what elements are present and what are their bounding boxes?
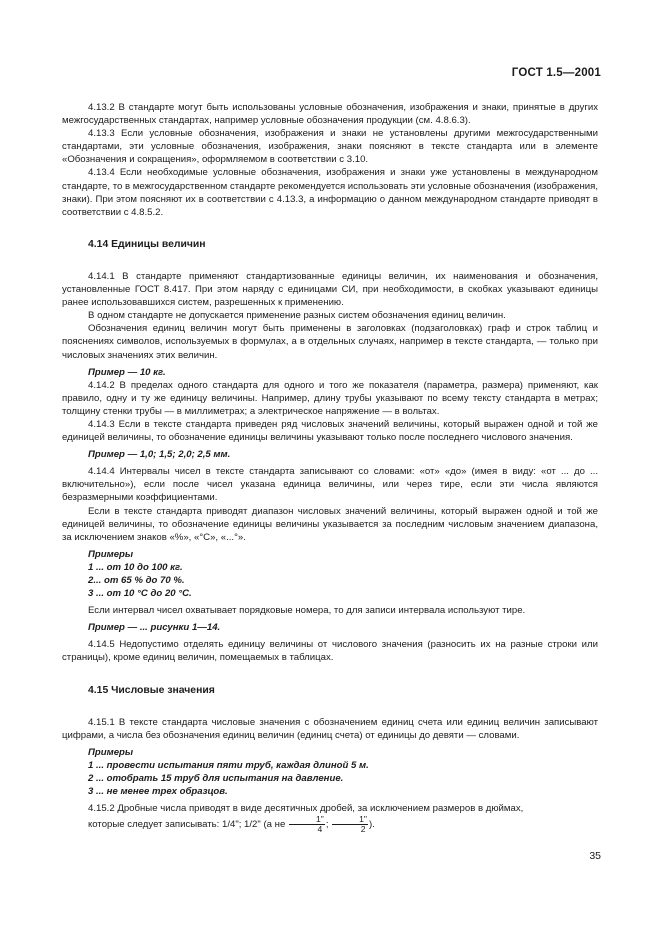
example-4-14-1: Пример — 10 кг. (88, 366, 166, 378)
paragraph-4-13-3: 4.13.3 Если условные обозначения, изображения и знаки не установлены другими межгосударственными стандартами, эти условные обозначения, изображения, знаки поясняют в тексте стандарта или в элементе «Обозначения и сокращения», оформляемом в соответствии с 3.10. (62, 128, 598, 166)
paragraph-4-14-2: 4.14.2 В пределах одного стандарта для одного и того же показателя (параметра, размера) применяют, как правило, одну и ту же единицу величины. Например, длину трубы указывают по всему тексту стандарта в метрах; толщину стенки трубы — в миллиметрах; а электрическое напряжение — в вольтах. (62, 379, 598, 417)
paragraph-4-13-4: 4.13.4 Если необходимые условные обозначения, изображения и знаки уже установлены в международном стандарте, то в межгосударственном стандарте рекомендуется использовать эти условные обозначения (изображения, знаки). При этом поясняют их в соответствии с 4.13.3, а информацию о данном международном стандарте приводят в соответствии с 4.8.5.2. (62, 167, 598, 218)
paragraph-4-14-4: 4.14.4 Интервалы чисел в тексте стандарта записывают со словами: «от» «до» (имея в виду: «от ... до ... включительно»), если после чисел указана единица величины, или через тире, если эти числа являются безразмерными коэффициентами. (62, 466, 598, 504)
example-item: 1 ... от 10 до 100 кг. (88, 561, 183, 573)
fraction-separator: ; (325, 819, 329, 831)
section-heading-4-15: 4.15 Числовые значения (88, 684, 215, 696)
example-item: 1 ... провести испытания пяти труб, каждая длиной 5 м. (88, 759, 369, 771)
paragraph-4-14-3: 4.14.3 Если в тексте стандарта приведен ряд числовых значений величины, который выражен одной и той же единицей величины, то обозначение единицы величины указывают только после последнего числового значения. (62, 418, 598, 444)
paragraph-4-14-5: 4.14.5 Недопустимо отделять единицу величины от числового значения (разносить их на разные строки или страницы), кроме единиц величин, помещаемых в таблицах. (62, 639, 598, 664)
inch-text-end: ). (369, 819, 375, 831)
fraction-quarter-inch: $\frac{1"}{4}$ (289, 815, 325, 834)
section-heading-4-14: 4.14 Единицы величин (88, 238, 206, 250)
examples-title-4-15-1: Примеры (88, 746, 134, 758)
examples-title-4-14-4: Примеры (88, 548, 134, 560)
page-content (62, 101, 598, 834)
example-item: 3 ... не менее трех образцов. (88, 786, 228, 798)
paragraph-4-14-1-c: Обозначения единиц величин могут быть применены в заголовках (подзаголовках) граф и строк таблиц и пояснениях символов, используемых в формулах, а в отдельных случаях, например в тексте стандарта, — только при числовых значениях этих величин. (62, 323, 598, 361)
example-item: 2 ... отобрать 15 труб для испытания на давление. (88, 773, 344, 785)
example-4-14-4: Пример — ... рисунки 1—14. (88, 622, 221, 634)
inch-text: которые следует записывать: 1/4"; 1/2" (а не (88, 819, 286, 831)
page-number: 35 (589, 850, 601, 862)
example-item: 3 ... от 10 °С до 20 °С. (88, 588, 192, 600)
paragraph-4-14-1: 4.14.1 В стандарте применяют стандартизованные единицы величин, их наименования и обозначения, установленные ГОСТ 8.417. При этом наряду с единицами СИ, при необходимости, в скобках указывают единицы ранее использовавшихся систем, разрешенных к применению. (62, 270, 598, 309)
paragraph-4-15-1: 4.15.1 В тексте стандарта числовые значения с обозначением единиц счета или единиц величин записывают цифрами, а числа без обозначения единиц величин (единиц счета) от единицы до девяти — словами. (62, 716, 598, 741)
paragraph-4-13-2: 4.13.2 В стандарте могут быть использованы условные обозначения, изображения и знаки, принятые в других межгосударственных стандартах, например условные обозначения продукции (см. 4.8.6.3). (62, 102, 598, 127)
paragraph-4-15-2-line (62, 815, 598, 834)
standard-code: ГОСТ 1.5—2001 (511, 67, 601, 79)
paragraph-4-15-2: 4.15.2 Дробные числа приводят в виде десятичных дробей, за исключением размеров в дюймах, (88, 803, 524, 815)
example-item: 2... от 65 % до 70 %. (88, 575, 185, 586)
paragraph-4-14-4-c: Если интервал чисел охватывает порядковые номера, то для записи интервала используют тире. (88, 605, 526, 617)
example-4-14-3: Пример — 1,0; 1,5; 2,0; 2,5 мм. (88, 449, 231, 461)
paragraph-4-14-4-b: Если в тексте стандарта приводят диапазон числовых значений величины, который выражен одной и той же единицей величины, то обозначение единицы величины указывается за последним числовым значением диапазона, за исключением знаков «%», «°С», «...°». (62, 505, 598, 543)
fraction-half-inch: $\frac{1"}{2}$ (332, 815, 368, 834)
paragraph-4-14-1-b: В одном стандарте не допускается применение разных систем обозначения единиц величин. (88, 310, 506, 322)
